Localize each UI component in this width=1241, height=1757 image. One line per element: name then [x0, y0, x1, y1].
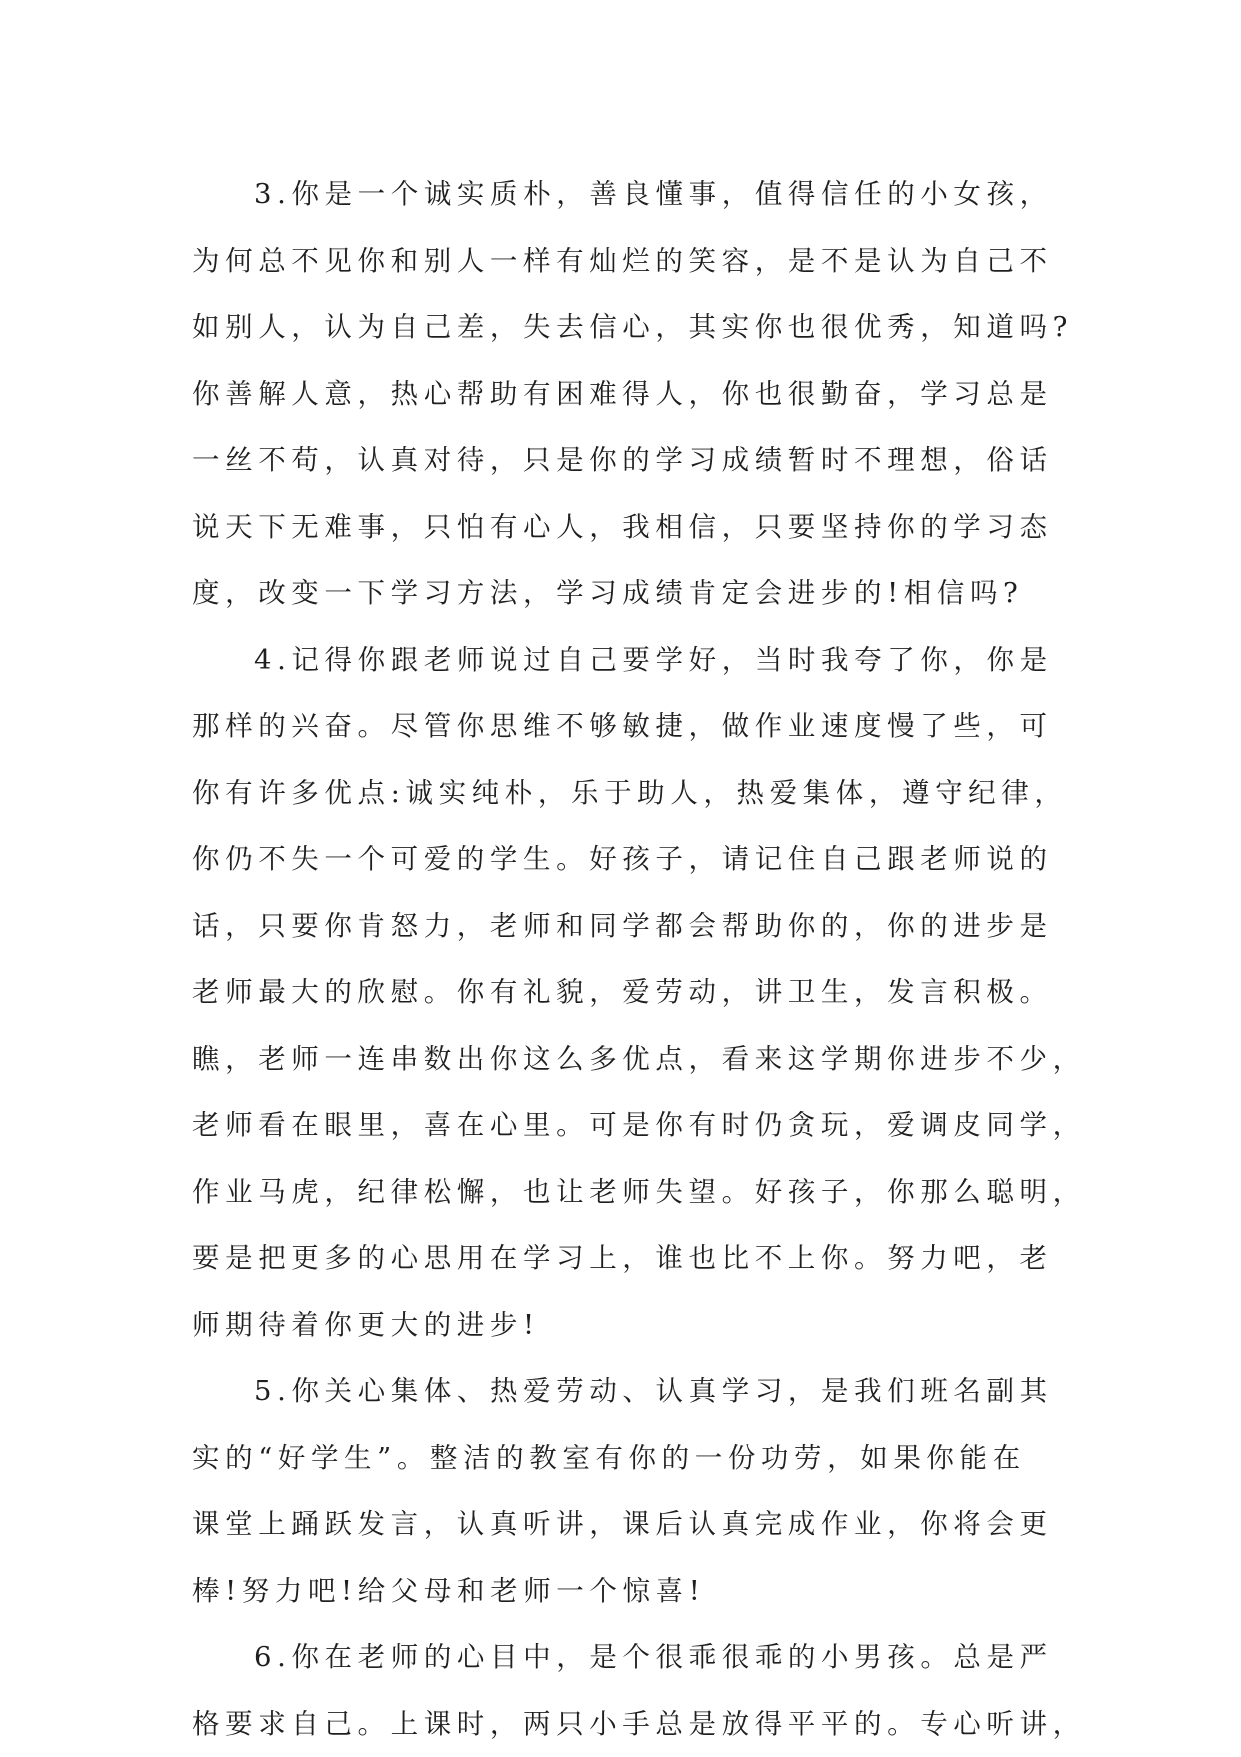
paragraph-3 [192, 161, 1072, 627]
text-line: 格要求自己。上课时，两只小手总是放得平平的。专心听讲， [192, 1691, 1072, 1757]
paragraph-4 [192, 627, 1072, 1359]
text-line: 4.记得你跟老师说过自己要学好，当时我夸了你，你是 [192, 627, 1072, 694]
text-line: 师期待着你更大的进步! [192, 1292, 1072, 1359]
text-line: 实的“好学生”。整洁的教室有你的一份功劳，如果你能在 [192, 1425, 1072, 1492]
text-line: 你仍不失一个可爱的学生。好孩子，请记住自己跟老师说的 [192, 826, 1072, 893]
text-line: 5.你关心集体、热爱劳动、认真学习，是我们班名副其 [192, 1358, 1072, 1425]
text-line: 3.你是一个诚实质朴，善良懂事，值得信任的小女孩， [192, 161, 1072, 228]
text-line: 作业马虎，纪律松懈，也让老师失望。好孩子，你那么聪明， [192, 1159, 1072, 1226]
text-line: 为何总不见你和别人一样有灿烂的笑容，是不是认为自己不 [192, 228, 1072, 295]
text-line: 一丝不苟，认真对待，只是你的学习成绩暂时不理想，俗话 [192, 427, 1072, 494]
text-line: 你善解人意，热心帮助有困难得人，你也很勤奋，学习总是 [192, 361, 1072, 428]
text-line: 课堂上踊跃发言，认真听讲，课后认真完成作业，你将会更 [192, 1491, 1072, 1558]
text-line: 说天下无难事，只怕有心人，我相信，只要坚持你的学习态 [192, 494, 1072, 561]
text-line: 要是把更多的心思用在学习上，谁也比不上你。努力吧，老 [192, 1225, 1072, 1292]
text-line: 老师最大的欣慰。你有礼貌，爱劳动，讲卫生，发言积极。 [192, 959, 1072, 1026]
text-line: 6.你在老师的心目中，是个很乖很乖的小男孩。总是严 [192, 1624, 1072, 1691]
paragraph-5 [192, 1358, 1072, 1624]
text-line: 如别人，认为自己差，失去信心，其实你也很优秀，知道吗? [192, 294, 1072, 361]
text-line: 你有许多优点:诚实纯朴，乐于助人，热爱集体，遵守纪律， [192, 760, 1072, 827]
text-line: 那样的兴奋。尽管你思维不够敏捷，做作业速度慢了些，可 [192, 693, 1072, 760]
text-line: 话，只要你肯怒力，老师和同学都会帮助你的，你的进步是 [192, 893, 1072, 960]
text-line: 瞧，老师一连串数出你这么多优点，看来这学期你进步不少， [192, 1026, 1072, 1093]
text-line: 老师看在眼里，喜在心里。可是你有时仍贪玩，爱调皮同学， [192, 1092, 1072, 1159]
paragraph-6 [192, 1624, 1072, 1757]
text-line: 棒!努力吧!给父母和老师一个惊喜! [192, 1558, 1072, 1625]
text-line: 度，改变一下学习方法，学习成绩肯定会进步的!相信吗? [192, 560, 1072, 627]
document-body [192, 161, 1072, 1757]
